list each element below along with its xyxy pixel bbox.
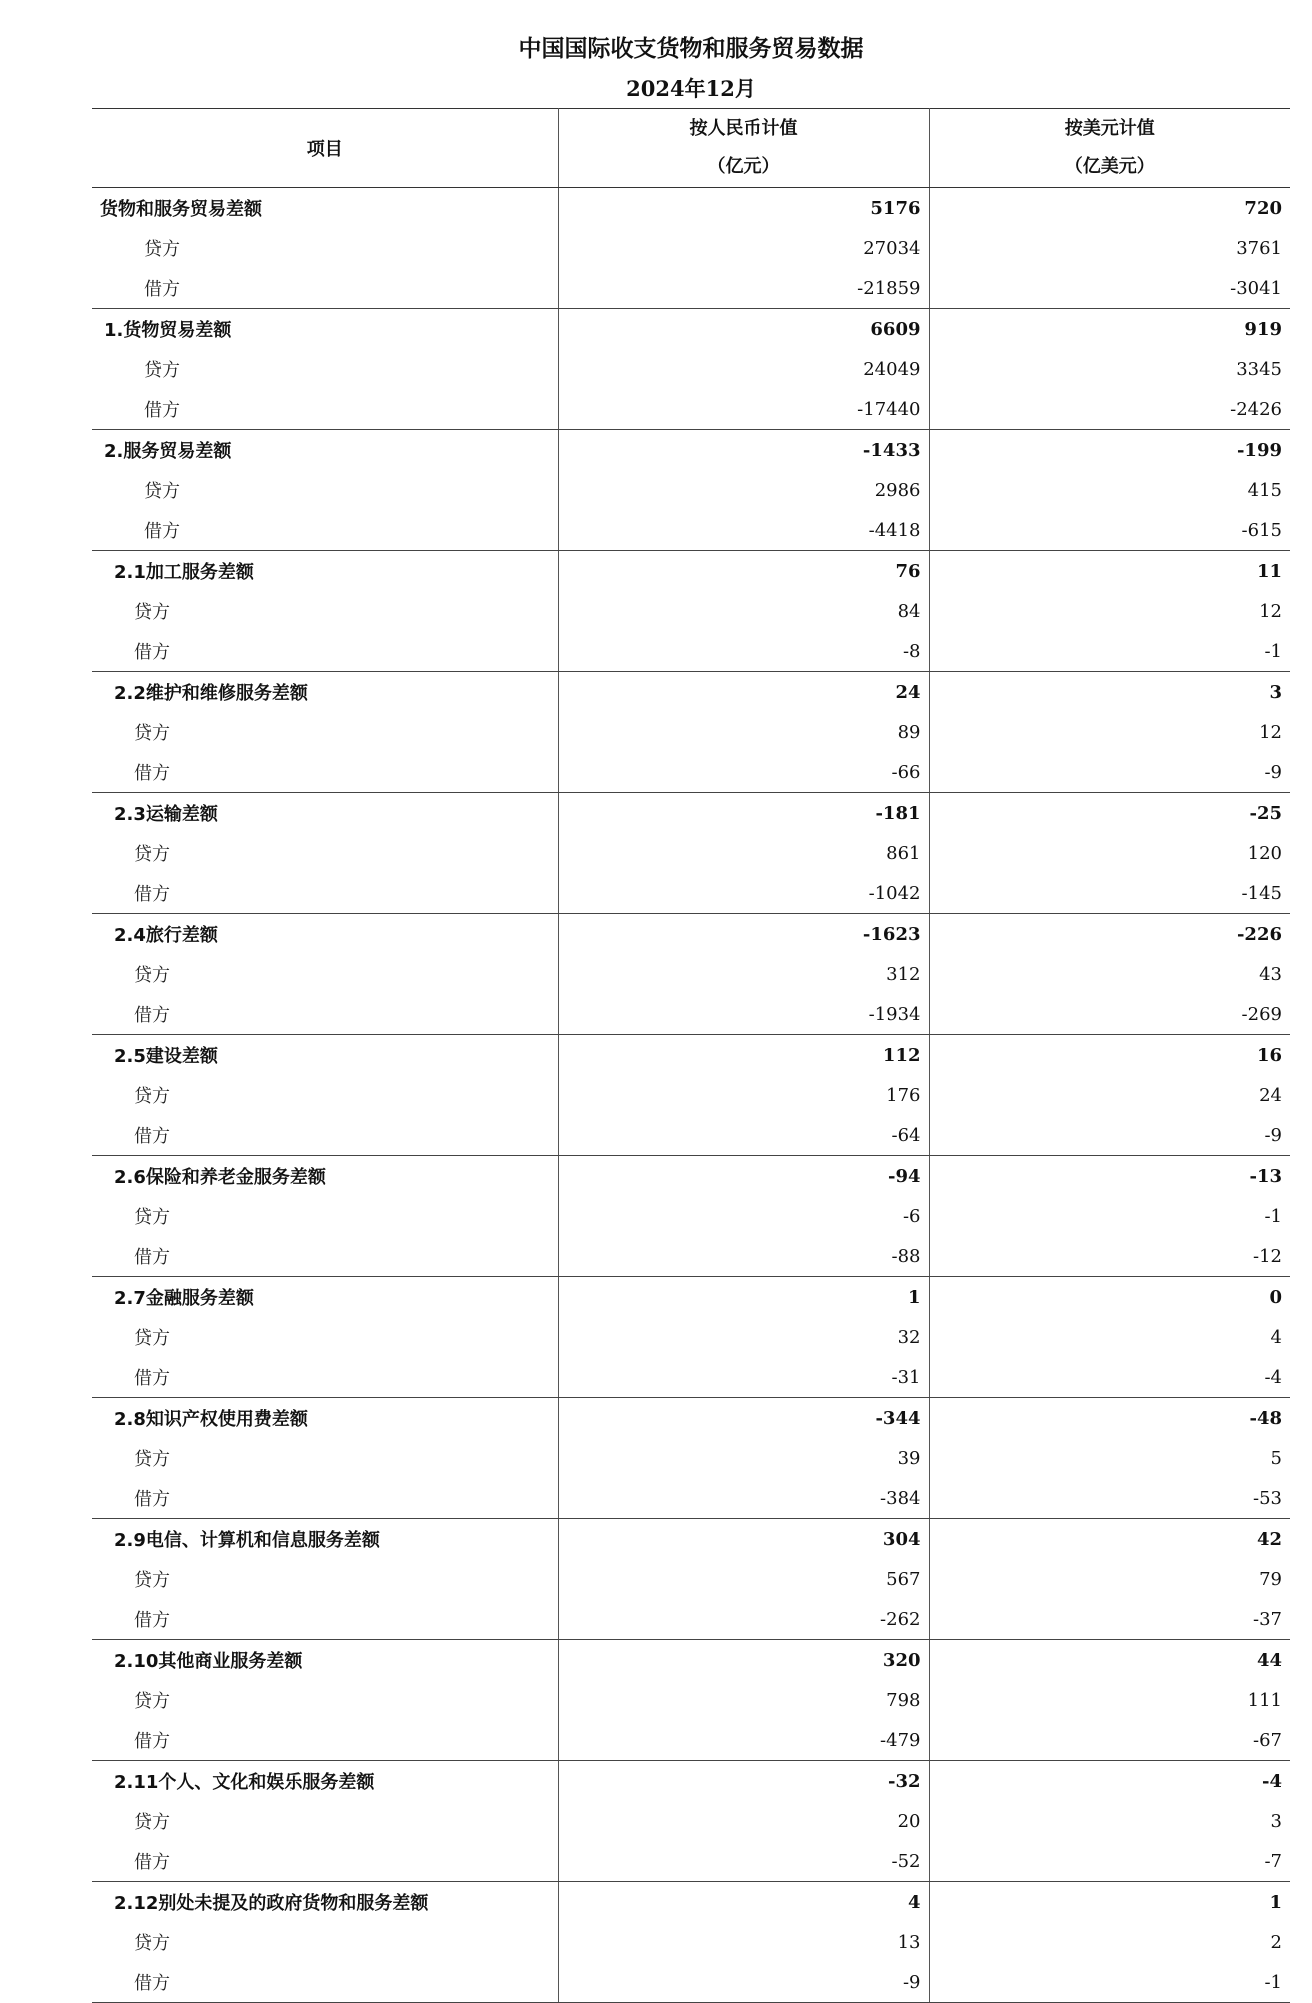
group-label: 2.11个人、文化和娱乐服务差额 xyxy=(114,1772,375,1793)
group-label: 2.服务贸易差额 xyxy=(104,441,232,462)
debit-label: 借方 xyxy=(134,1610,170,1631)
credit-label: 贷方 xyxy=(134,1691,170,1712)
cny-value: 5176 xyxy=(558,188,929,229)
cny-value: -64 xyxy=(558,1115,929,1156)
table-group-row xyxy=(92,1035,1290,1076)
table-row xyxy=(92,1559,1290,1599)
usd-value: 2 xyxy=(1270,1931,1282,1953)
cny-value: 4 xyxy=(558,1882,929,1923)
table-row xyxy=(92,1720,1290,1761)
table-group-row xyxy=(92,188,1290,229)
row-label-cell xyxy=(92,914,558,955)
cny-value: 320 xyxy=(558,1640,929,1681)
table-row xyxy=(92,228,1290,268)
usd-value: -1 xyxy=(929,1962,1290,2003)
usd-value: 1 xyxy=(1269,1891,1282,1913)
credit-label: 贷方 xyxy=(144,481,180,502)
table-row xyxy=(92,631,1290,672)
usd-value: 24 xyxy=(1259,1084,1282,1106)
row-label-cell xyxy=(92,1801,558,1841)
table-group-row xyxy=(92,672,1290,713)
row-label-cell xyxy=(92,873,558,914)
usd-value: 415 xyxy=(1247,479,1282,501)
group-label: 2.1加工服务差额 xyxy=(114,562,254,583)
table-group-row xyxy=(92,1519,1290,1560)
row-label-cell xyxy=(92,1156,558,1197)
debit-label: 借方 xyxy=(134,1247,170,1268)
usd-value: -48 xyxy=(1249,1407,1282,1429)
row-label-cell xyxy=(92,954,558,994)
usd-value: -269 xyxy=(929,994,1290,1035)
header-cny-unit: （亿元） xyxy=(707,156,780,177)
cny-value: -6 xyxy=(558,1196,929,1236)
cny-value: 304 xyxy=(558,1519,929,1560)
cny-value: -4418 xyxy=(558,510,929,551)
usd-value: -7 xyxy=(929,1841,1290,1882)
cny-value: 24 xyxy=(558,672,929,713)
table-row xyxy=(92,1801,1290,1841)
cny-value: -21859 xyxy=(558,268,929,309)
usd-value: -1 xyxy=(929,631,1290,672)
usd-value: -3041 xyxy=(929,268,1290,309)
cny-value: 176 xyxy=(558,1075,929,1115)
usd-value: -199 xyxy=(1236,439,1282,461)
table-row xyxy=(92,1680,1290,1720)
usd-value: -53 xyxy=(929,1478,1290,1519)
usd-value: 4 xyxy=(1270,1326,1282,1348)
row-label-cell xyxy=(92,752,558,793)
group-label: 2.12别处未提及的政府货物和服务差额 xyxy=(114,1893,429,1914)
document-page xyxy=(92,28,1290,2003)
table-row xyxy=(92,833,1290,873)
usd-value: 720 xyxy=(1244,197,1282,219)
table-row xyxy=(92,510,1290,551)
row-label-cell xyxy=(92,591,558,631)
usd-value: -25 xyxy=(1249,802,1282,824)
group-label: 2.10其他商业服务差额 xyxy=(114,1651,303,1672)
table-row xyxy=(92,268,1290,309)
row-label-cell xyxy=(92,631,558,672)
cny-value: -88 xyxy=(558,1236,929,1277)
debit-label: 借方 xyxy=(134,1489,170,1510)
cny-value: 24049 xyxy=(558,349,929,389)
row-label-cell xyxy=(92,228,558,268)
credit-label: 贷方 xyxy=(134,602,170,623)
table-row xyxy=(92,1236,1290,1277)
debit-label: 借方 xyxy=(144,521,180,542)
row-label-cell xyxy=(92,1075,558,1115)
debit-label: 借方 xyxy=(134,1973,170,1994)
row-label-cell xyxy=(92,309,558,350)
page-title: 中国国际收支货物和服务贸易数据 xyxy=(518,36,864,62)
row-label-cell xyxy=(92,349,558,389)
row-label-cell xyxy=(92,551,558,592)
cny-value: -31 xyxy=(558,1357,929,1398)
usd-value: 43 xyxy=(1259,963,1282,985)
row-label-cell xyxy=(92,994,558,1035)
usd-value: -37 xyxy=(929,1599,1290,1640)
cny-value: -479 xyxy=(558,1720,929,1761)
debit-label: 借方 xyxy=(134,642,170,663)
row-label-cell xyxy=(92,1599,558,1640)
group-label: 2.6保险和养老金服务差额 xyxy=(114,1167,326,1188)
group-label: 2.8知识产权使用费差额 xyxy=(114,1409,308,1430)
cny-value: 1 xyxy=(558,1277,929,1318)
debit-label: 借方 xyxy=(144,279,180,300)
table-row xyxy=(92,349,1290,389)
cny-value: -32 xyxy=(558,1761,929,1802)
usd-value: 12 xyxy=(1259,600,1282,622)
cny-value: -17440 xyxy=(558,389,929,430)
header-usd-label: 按美元计值 xyxy=(1064,118,1155,139)
table-row xyxy=(92,470,1290,510)
header-cny xyxy=(558,109,929,188)
cny-value: 32 xyxy=(558,1317,929,1357)
debit-label: 借方 xyxy=(134,1731,170,1752)
usd-value: -4 xyxy=(1262,1770,1282,1792)
usd-value: -9 xyxy=(929,1115,1290,1156)
credit-label: 贷方 xyxy=(134,1449,170,1470)
debit-label: 借方 xyxy=(134,1126,170,1147)
usd-value: 111 xyxy=(1247,1689,1282,1711)
group-label: 2.7金融服务差额 xyxy=(114,1288,254,1309)
credit-label: 贷方 xyxy=(134,1086,170,1107)
table-group-row xyxy=(92,1761,1290,1802)
cny-value: 76 xyxy=(558,551,929,592)
table-row xyxy=(92,389,1290,430)
table-row xyxy=(92,1075,1290,1115)
row-label-cell xyxy=(92,1841,558,1882)
group-label: 2.3运输差额 xyxy=(114,804,218,825)
usd-value: -145 xyxy=(929,873,1290,914)
usd-value: 44 xyxy=(1256,1649,1282,1671)
cny-value: 27034 xyxy=(558,228,929,268)
cny-value: -1934 xyxy=(558,994,929,1035)
row-label-cell xyxy=(92,1196,558,1236)
table-group-row xyxy=(92,793,1290,834)
table-row xyxy=(92,954,1290,994)
usd-value: 3761 xyxy=(1236,237,1282,259)
debit-label: 借方 xyxy=(134,884,170,905)
credit-label: 贷方 xyxy=(134,965,170,986)
table-row xyxy=(92,752,1290,793)
row-label-cell xyxy=(92,188,558,229)
row-label-cell xyxy=(92,1922,558,1962)
table-group-row xyxy=(92,1398,1290,1439)
row-label-cell xyxy=(92,389,558,430)
usd-value: -13 xyxy=(1249,1165,1282,1187)
group-label: 1.货物贸易差额 xyxy=(104,320,232,341)
table-group-row xyxy=(92,430,1290,471)
cny-value: -344 xyxy=(558,1398,929,1439)
group-label: 2.9电信、计算机和信息服务差额 xyxy=(114,1530,380,1551)
table-group-row xyxy=(92,1156,1290,1197)
page-subtitle: 2024年12月 xyxy=(626,76,756,101)
row-label-cell xyxy=(92,672,558,713)
usd-value: -1 xyxy=(1264,1205,1282,1227)
row-label-cell xyxy=(92,1519,558,1560)
header-usd xyxy=(929,109,1290,188)
cny-value: -1623 xyxy=(558,914,929,955)
debit-label: 借方 xyxy=(134,1005,170,1026)
cny-value: -9 xyxy=(558,1962,929,2003)
cny-value: -94 xyxy=(558,1156,929,1197)
table-row xyxy=(92,1196,1290,1236)
row-label-cell xyxy=(92,1478,558,1519)
trade-data-table xyxy=(92,108,1290,2003)
credit-label: 贷方 xyxy=(134,1328,170,1349)
usd-value: -9 xyxy=(929,752,1290,793)
table-row xyxy=(92,1841,1290,1882)
row-label-cell xyxy=(92,1115,558,1156)
cny-value: 84 xyxy=(558,591,929,631)
table-group-row xyxy=(92,551,1290,592)
group-label: 2.4旅行差额 xyxy=(114,925,218,946)
table-body xyxy=(92,188,1290,2003)
row-label-cell xyxy=(92,1640,558,1681)
credit-label: 贷方 xyxy=(134,1570,170,1591)
usd-value: -615 xyxy=(929,510,1290,551)
row-label-cell xyxy=(92,1680,558,1720)
cny-value: -1433 xyxy=(558,430,929,471)
table-row xyxy=(92,994,1290,1035)
header-cny-label: 按人民币计值 xyxy=(689,118,798,139)
header-usd-unit: （亿美元） xyxy=(1064,156,1155,177)
cny-value: 13 xyxy=(558,1922,929,1962)
usd-value: 5 xyxy=(1270,1447,1282,1469)
cny-value: 112 xyxy=(558,1035,929,1076)
debit-label: 借方 xyxy=(144,400,180,421)
row-label-cell xyxy=(92,470,558,510)
row-label-cell xyxy=(92,268,558,309)
header-item-label: 项目 xyxy=(306,139,343,160)
table-row xyxy=(92,1357,1290,1398)
usd-value: 42 xyxy=(1256,1528,1282,1550)
cny-value: -262 xyxy=(558,1599,929,1640)
usd-value: -4 xyxy=(929,1357,1290,1398)
table-row xyxy=(92,712,1290,752)
row-label-cell xyxy=(92,1962,558,2003)
cny-value: 312 xyxy=(558,954,929,994)
usd-value: 3 xyxy=(1270,1810,1282,1832)
table-row xyxy=(92,1922,1290,1962)
row-label-cell xyxy=(92,833,558,873)
cny-value: 6609 xyxy=(558,309,929,350)
usd-value: -226 xyxy=(1236,923,1282,945)
cny-value: 89 xyxy=(558,712,929,752)
table-row xyxy=(92,591,1290,631)
cny-value: -52 xyxy=(558,1841,929,1882)
table-header-row xyxy=(92,109,1290,188)
row-label-cell xyxy=(92,510,558,551)
credit-label: 贷方 xyxy=(134,723,170,744)
usd-value: -67 xyxy=(929,1720,1290,1761)
row-label-cell xyxy=(92,1236,558,1277)
credit-label: 贷方 xyxy=(134,844,170,865)
credit-label: 贷方 xyxy=(144,239,180,260)
group-label: 2.5建设差额 xyxy=(114,1046,218,1067)
cny-value: 861 xyxy=(558,833,929,873)
row-label-cell xyxy=(92,1277,558,1318)
cny-value: -384 xyxy=(558,1478,929,1519)
usd-value: 0 xyxy=(1269,1286,1282,1308)
table-row xyxy=(92,1317,1290,1357)
table-row xyxy=(92,1115,1290,1156)
table-group-row xyxy=(92,1277,1290,1318)
usd-value: 3 xyxy=(1269,681,1282,703)
row-label-cell xyxy=(92,1761,558,1802)
row-label-cell xyxy=(92,430,558,471)
cny-value: 20 xyxy=(558,1801,929,1841)
table-row xyxy=(92,1962,1290,2003)
row-label-cell xyxy=(92,1035,558,1076)
row-label-cell xyxy=(92,1720,558,1761)
credit-label: 贷方 xyxy=(134,1207,170,1228)
usd-value: -12 xyxy=(929,1236,1290,1277)
row-label-cell xyxy=(92,1357,558,1398)
cny-value: -66 xyxy=(558,752,929,793)
table-group-row xyxy=(92,914,1290,955)
credit-label: 贷方 xyxy=(134,1812,170,1833)
usd-value: 79 xyxy=(1259,1568,1282,1590)
table-row xyxy=(92,1438,1290,1478)
row-label-cell xyxy=(92,1317,558,1357)
cny-value: -181 xyxy=(558,793,929,834)
cny-value: -1042 xyxy=(558,873,929,914)
row-label-cell xyxy=(92,1559,558,1599)
group-label: 2.2维护和维修服务差额 xyxy=(114,683,308,704)
group-label: 货物和服务贸易差额 xyxy=(100,199,262,220)
row-label-cell xyxy=(92,1882,558,1923)
row-label-cell xyxy=(92,793,558,834)
usd-value: -2426 xyxy=(929,389,1290,430)
usd-value: 12 xyxy=(1259,721,1282,743)
debit-label: 借方 xyxy=(134,1368,170,1389)
table-row xyxy=(92,1478,1290,1519)
usd-value: 919 xyxy=(1244,318,1282,340)
cny-value: 2986 xyxy=(558,470,929,510)
usd-value: 120 xyxy=(1247,842,1282,864)
row-label-cell xyxy=(92,1398,558,1439)
cny-value: -8 xyxy=(558,631,929,672)
cny-value: 567 xyxy=(558,1559,929,1599)
debit-label: 借方 xyxy=(134,1852,170,1873)
table-group-row xyxy=(92,1640,1290,1681)
usd-value: 16 xyxy=(1256,1044,1282,1066)
usd-value: 3345 xyxy=(1236,358,1282,380)
header-item xyxy=(92,109,558,188)
table-row xyxy=(92,1599,1290,1640)
table-group-row xyxy=(92,309,1290,350)
cny-value: 798 xyxy=(558,1680,929,1720)
row-label-cell xyxy=(92,1438,558,1478)
table-group-row xyxy=(92,1882,1290,1923)
debit-label: 借方 xyxy=(134,763,170,784)
row-label-cell xyxy=(92,712,558,752)
usd-value: 11 xyxy=(1256,560,1282,582)
table-row xyxy=(92,873,1290,914)
credit-label: 贷方 xyxy=(144,360,180,381)
credit-label: 贷方 xyxy=(134,1933,170,1954)
cny-value: 39 xyxy=(558,1438,929,1478)
